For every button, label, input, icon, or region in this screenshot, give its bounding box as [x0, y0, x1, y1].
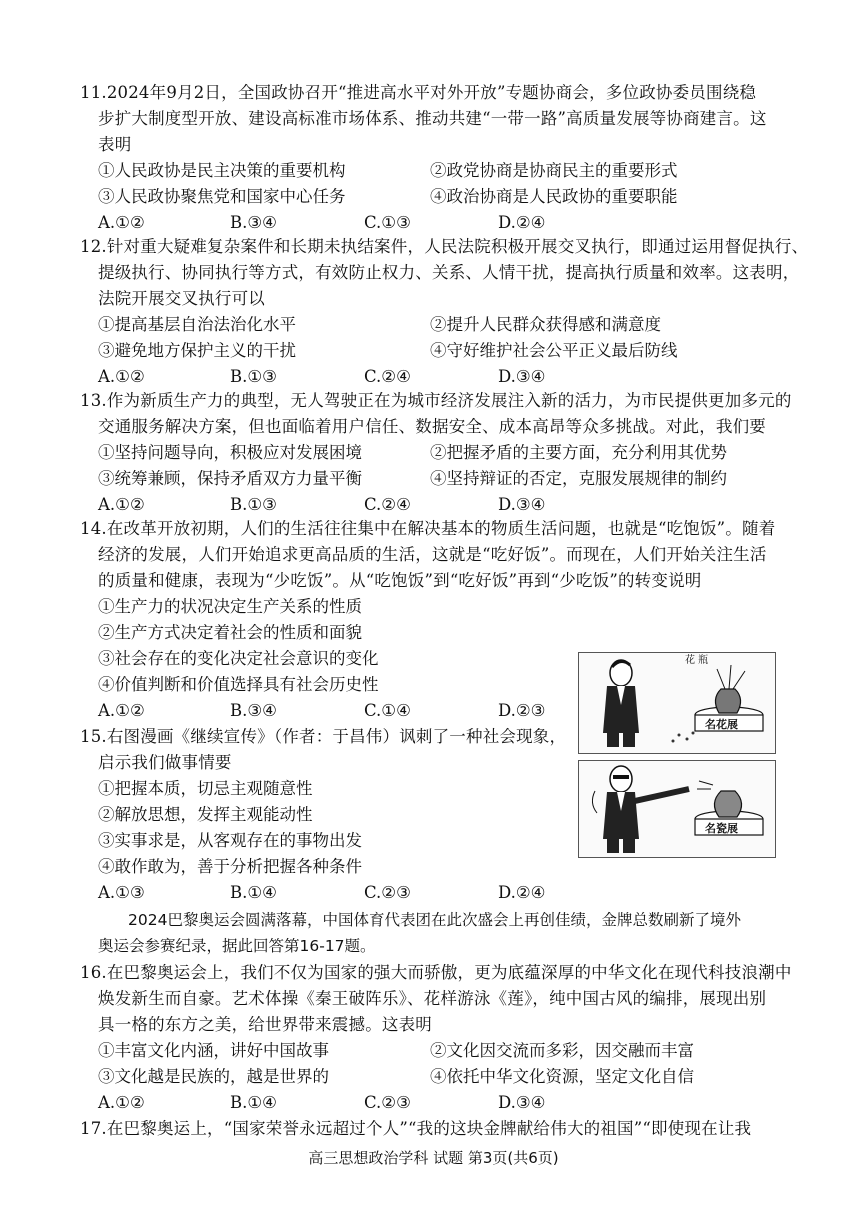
q14-stem-line-1: 14.在改革开放初期，人们的生活往往集中在解决基本的物质生活问题，也就是“吃饱饭”。随着 — [80, 519, 776, 538]
q16-choice-c: C.②③ — [364, 1093, 411, 1112]
q16-option-2: ②文化因交流而多彩，因交融而丰富 — [430, 1041, 694, 1060]
q12-option-1: ①提高基层自治法治化水平 — [98, 315, 296, 334]
q13-choice-a: A.①② — [98, 495, 145, 514]
q11-choice-a: A.①② — [98, 213, 145, 232]
q14-option-4: ④价值判断和价值选择具有社会历史性 — [98, 675, 379, 694]
q15-option-4: ④敢作敢为，善于分析把握各种条件 — [98, 857, 362, 876]
q16-stem-line-2: 焕发新生而自豪。艺术体操《秦王破阵乐》、花样游泳《莲》，纯中国古风的编排，展现出别 — [98, 989, 767, 1008]
q12-stem-line-1: 12.针对重大疑难复杂案件和长期未执结案件，人民法院积极开展交叉执行，即通过运用督促执行、 — [80, 237, 809, 256]
q11-stem-line-2: 步扩大制度型开放、建设高标准市场体系、推动共建“一带一路”高质量发展等协商建言。这 — [98, 109, 767, 128]
cartoon-top-sign: 名花展 — [705, 718, 738, 731]
q16-stem-line-3: 具一格的东方之美，给世界带来震撼。这表明 — [98, 1015, 432, 1034]
cartoon-panel-top — [578, 652, 776, 754]
page-footer: 高三思想政治学科 试题 第3页(共6页) — [308, 1149, 559, 1167]
q15-choice-d: D.②④ — [498, 883, 546, 902]
q11-option-4: ④政治协商是人民政协的重要职能 — [430, 187, 678, 206]
cartoon-panel-bottom — [578, 760, 776, 858]
q14-stem-line-2: 经济的发展，人们开始追求更高品质的生活，这就是“吃好饭”。而现在，人们开始关注生活 — [98, 545, 767, 564]
q14-option-3: ③社会存在的变化决定社会意识的变化 — [98, 649, 379, 668]
q14-option-2: ②生产方式决定着社会的性质和面貌 — [98, 623, 362, 642]
q16-choice-a: A.①② — [98, 1093, 145, 1112]
cartoon-top-drawing — [579, 653, 775, 753]
q13-choice-b: B.①③ — [230, 495, 277, 514]
q15-choice-c: C.②③ — [364, 883, 411, 902]
q11-choice-c: C.①③ — [364, 213, 411, 232]
q16-option-3: ③文化越是民族的，越是世界的 — [98, 1067, 329, 1086]
q12-option-4: ④守好维护社会公平正义最后防线 — [430, 341, 678, 360]
q13-stem-line-2: 交通服务解决方案，但也面临着用户信任、数据安全、成本高昂等众多挑战。对此，我们要 — [98, 417, 766, 436]
q13-stem-line-1: 13.作为新质生产力的典型，无人驾驶正在为城市经济发展注入新的活力，为市民提供更加多元的 — [80, 391, 792, 410]
q16-choice-b: B.①④ — [230, 1093, 277, 1112]
q13-option-4: ④坚持辩证的否定，克服发展规律的制约 — [430, 469, 727, 488]
q12-stem-line-3: 法院开展交叉执行可以 — [98, 289, 265, 308]
q11-stem-line-1: 11.2024年9月2日，全国政协召开“推进高水平对外开放”专题协商会，多位政协委员围绕稳 — [80, 83, 757, 102]
q15-stem-line-2: 启示我们做事情要 — [98, 753, 232, 772]
q13-option-3: ③统筹兼顾，保持矛盾双方力量平衡 — [98, 469, 362, 488]
q11-option-3: ③人民政协聚焦党和国家中心任务 — [98, 187, 346, 206]
q16-option-4: ④依托中华文化资源，坚定文化自信 — [430, 1067, 694, 1086]
q14-choice-b: B.③④ — [230, 701, 277, 720]
q15-option-2: ②解放思想，发挥主观能动性 — [98, 805, 313, 824]
q11-choice-b: B.③④ — [230, 213, 277, 232]
q12-stem-line-2: 提级执行、协同执行等方式，有效防止权力、关系、人情干扰，提高执行质量和效率。这表明， — [98, 263, 800, 282]
q13-option-1: ①坚持问题导向，积极应对发展困境 — [98, 443, 362, 462]
passage-intro-line-2: 奥运会参赛纪录，据此回答第16-17题。 — [98, 937, 376, 955]
q13-choice-c: C.②④ — [364, 495, 411, 514]
q12-choice-a: A.①② — [98, 367, 145, 386]
q12-choice-d: D.③④ — [498, 367, 546, 386]
cartoon-bottom-sign: 名瓷展 — [705, 822, 738, 835]
q11-stem-line-3: 表明 — [98, 135, 132, 154]
q12-choice-c: C.②④ — [364, 367, 411, 386]
q14-option-1: ①生产力的状况决定生产关系的性质 — [98, 597, 362, 616]
q15-stem-line-1: 15.右图漫画《继续宣传》（作者：于昌伟）讽刺了一种社会现象， — [80, 727, 567, 746]
q13-choice-d: D.③④ — [498, 495, 546, 514]
cartoon-bottom-drawing — [579, 761, 775, 857]
q15-choice-a: A.①③ — [98, 883, 145, 902]
q11-option-2: ②政党协商是协商民主的重要形式 — [430, 161, 678, 180]
q13-option-2: ②把握矛盾的主要方面，充分利用其优势 — [430, 443, 727, 462]
q12-option-2: ②提升人民群众获得感和满意度 — [430, 315, 661, 334]
q11-option-1: ①人民政协是民主决策的重要机构 — [98, 161, 346, 180]
q15-choice-b: B.①④ — [230, 883, 277, 902]
q12-choice-b: B.①③ — [230, 367, 277, 386]
q14-choice-a: A.①② — [98, 701, 145, 720]
q16-option-1: ①丰富文化内涵，讲好中国故事 — [98, 1041, 329, 1060]
q15-option-1: ①把握本质，切忌主观随意性 — [98, 779, 313, 798]
q16-choice-d: D.③④ — [498, 1093, 546, 1112]
q12-option-3: ③避免地方保护主义的干扰 — [98, 341, 296, 360]
q14-choice-d: D.②③ — [498, 701, 546, 720]
q15-option-3: ③实事求是，从客观存在的事物出发 — [98, 831, 362, 850]
cartoon-top-caption: 花 瓶 — [685, 655, 709, 666]
q11-choice-d: D.②④ — [498, 213, 546, 232]
passage-intro-line-1: 2024巴黎奥运会圆满落幕，中国体育代表团在此次盛会上再创佳绩，金牌总数刷新了境外 — [128, 911, 741, 929]
q14-choice-c: C.①④ — [364, 701, 411, 720]
q16-stem-line-1: 16.在巴黎奥运会上，我们不仅为国家的强大而骄傲，更为底蕴深厚的中华文化在现代科技浪潮中 — [80, 963, 792, 982]
q17-stem-line-1: 17.在巴黎奥运上，“国家荣誉永远超过个人”“我的这块金牌献给伟大的祖国”“即使现在让我 — [80, 1119, 752, 1138]
q14-stem-line-3: 的质量和健康，表现为“少吃饭”。从“吃饱饭”到“吃好饭”再到“少吃饭”的转变说明 — [98, 571, 702, 590]
